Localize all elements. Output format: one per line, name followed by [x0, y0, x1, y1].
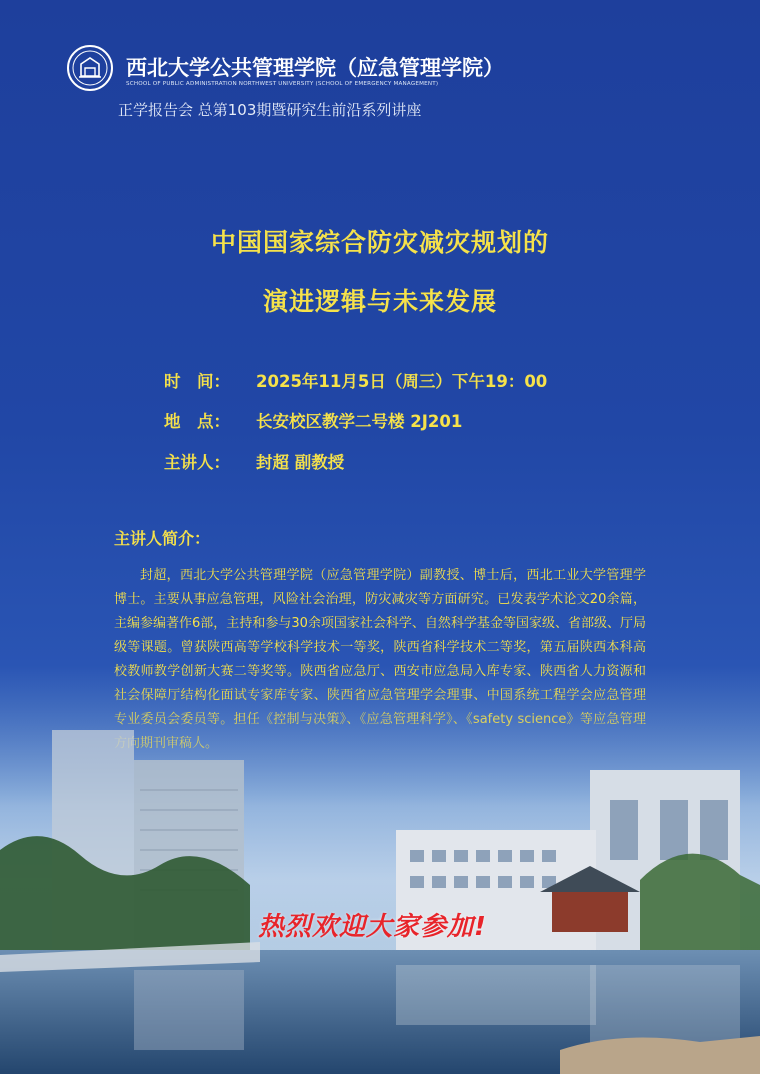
title-line-2: 演进逻辑与未来发展	[262, 287, 497, 316]
place-row	[164, 408, 462, 432]
place-label: 地 点：	[164, 412, 230, 431]
school-name-cn: 西北大学公共管理学院（应急管理学院）	[126, 55, 504, 80]
university-seal-icon	[66, 44, 114, 92]
title-line-1: 中国国家综合防灾减灾规划的	[210, 228, 549, 257]
speaker-label: 主讲人：	[164, 453, 230, 472]
place-value: 长安校区教学二号楼 2J201	[256, 412, 463, 431]
school-name-en: SCHOOL OF PUBLIC ADMINISTRATION NORTHWEST UNIVERSITY (SCHOOL OF EMERGENCY MANAGEMENT)	[126, 81, 439, 87]
bio-text: 封超，西北大学公共管理学院（应急管理学院）副教授、博士后，西北工业大学管理学博士。主要从事应急管理，风险社会治理，防灾减灾等方面研究。已发表学术论文20余篇，主编参编著作6部，主持和参与30余项国家社会科学、自然科学基金等国家级、省部级、厅局级等课题。曾获陕西高等学校科学技术一等奖，陕西省科学技术二等奖，第五届陕西本科高校教师教学创新大赛二等奖等。陕西省应急厅、西安市应急局入库专家、陕西省人力资源和	[114, 568, 646, 679]
lecture-series: 正学报告会 总第103期暨研究生前沿系列讲座	[118, 101, 422, 119]
bio-heading: 主讲人简介：	[114, 529, 211, 548]
welcome-banner: 热烈欢迎大家参加!	[258, 912, 487, 942]
time-label: 时 间：	[164, 372, 230, 391]
time-value: 2025年11月5日（周三）下午19：00	[256, 372, 548, 391]
speaker-row	[164, 449, 344, 473]
time-row	[164, 368, 547, 392]
speaker-value: 封超 副教授	[256, 453, 345, 472]
campus-scene-illustration	[0, 680, 760, 1074]
